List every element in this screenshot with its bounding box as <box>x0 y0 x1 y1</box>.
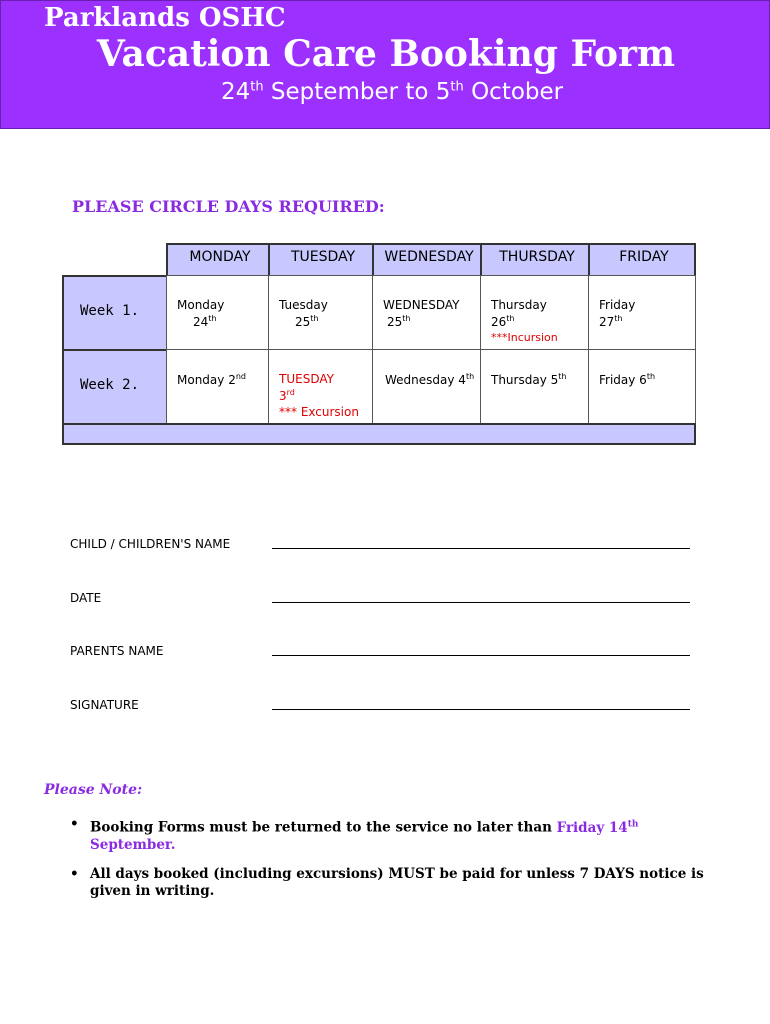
day-cell-week2-thursday[interactable] <box>480 349 590 425</box>
day-date <box>599 314 689 329</box>
note-body: Booking Forms must be returned to the service no later than <box>90 819 557 836</box>
parents-name-field[interactable] <box>272 655 690 656</box>
day-name: Wednesday 4 <box>385 373 466 387</box>
header-monday: MONDAY <box>166 243 270 277</box>
parents-name-label: PARENTS NAME <box>70 644 164 658</box>
circle-days-prompt: PLEASE CIRCLE DAYS REQUIRED: <box>72 197 385 216</box>
header-thursday: THURSDAY <box>480 243 590 277</box>
note-text: All days booked (including excursions) MUST be paid for unless 7 DAYS notice is given in writing. <box>90 866 704 899</box>
day-date <box>279 388 367 403</box>
excursion-note: *** Excursion <box>279 405 359 419</box>
deadline-month: September. <box>90 836 176 853</box>
day-suffix: th <box>465 372 475 381</box>
day-suffix: th <box>208 314 217 323</box>
notes-title: Please Note: <box>44 782 143 798</box>
signature-label: SIGNATURE <box>70 698 139 712</box>
header-wednesday: WEDNESDAY <box>372 243 482 277</box>
day-number: 26 <box>491 315 507 329</box>
day-suffix: nd <box>235 372 246 381</box>
start-day: 24 <box>221 79 251 105</box>
day-cell-week1-monday[interactable] <box>166 275 270 351</box>
day-date <box>383 314 475 329</box>
day-number: 25 <box>387 315 403 329</box>
date-range <box>221 79 563 105</box>
date-label: DATE <box>70 591 102 605</box>
start-day-suffix: th <box>250 79 264 95</box>
form-title: Vacation Care Booking Form <box>96 33 676 75</box>
week-1-label: Week 1. <box>62 275 168 351</box>
bullet-icon: • <box>70 866 79 882</box>
incursion-note: ***Incursion <box>491 331 558 344</box>
day-cell-week1-thursday[interactable] <box>480 275 590 351</box>
day-name: Friday 6 <box>599 373 647 387</box>
day-suffix: th <box>506 314 515 323</box>
day-cell-week1-friday[interactable] <box>588 275 696 351</box>
day-name: TUESDAY <box>279 372 334 386</box>
day-name: Friday <box>599 298 636 312</box>
day-cell-week1-wednesday[interactable] <box>372 275 482 351</box>
child-name-label: CHILD / CHILDREN'S NAME <box>70 537 231 551</box>
day-suffix: rd <box>286 388 295 397</box>
day-number: 27 <box>599 315 615 329</box>
child-name-field[interactable] <box>272 548 690 549</box>
day-cell-week2-tuesday[interactable] <box>268 349 374 425</box>
day-name: Monday 2 <box>177 373 236 387</box>
day-date <box>279 314 367 329</box>
day-suffix: th <box>558 372 567 381</box>
day-cell-week2-monday[interactable] <box>166 349 270 425</box>
day-suffix: th <box>614 314 623 323</box>
day-suffix: th <box>646 372 656 381</box>
note-text <box>90 816 720 854</box>
date-range-middle: September to 5 <box>263 79 451 105</box>
form-header <box>0 0 770 129</box>
day-suffix: th <box>310 314 319 323</box>
header-friday: FRIDAY <box>588 243 696 277</box>
table-footer-bar <box>62 423 696 445</box>
end-day-suffix: th <box>450 79 464 95</box>
day-name: Monday <box>177 298 225 312</box>
day-name: Thursday 5 <box>491 373 559 387</box>
signature-field[interactable] <box>272 709 690 710</box>
day-date <box>491 314 583 329</box>
header-tuesday: TUESDAY <box>268 243 374 277</box>
day-suffix: th <box>402 314 411 323</box>
day-number: 24 <box>193 315 209 329</box>
day-cell-week1-tuesday[interactable] <box>268 275 374 351</box>
day-number: 3 <box>279 389 287 403</box>
day-number: 25 <box>295 315 311 329</box>
day-date <box>177 314 263 329</box>
deadline-day: Friday 14 <box>556 819 628 836</box>
date-field[interactable] <box>272 602 690 603</box>
day-cell-week2-friday[interactable] <box>588 349 696 425</box>
week-2-label: Week 2. <box>62 349 168 425</box>
day-cell-week2-wednesday[interactable] <box>372 349 482 425</box>
deadline-suffix: th <box>627 819 639 829</box>
organization-name: Parklands OSHC <box>44 3 286 33</box>
bullet-icon: • <box>70 816 79 832</box>
day-name: Thursday <box>491 298 547 312</box>
day-name: WEDNESDAY <box>383 298 460 312</box>
end-month: October <box>463 79 564 105</box>
day-name: Tuesday <box>279 298 328 312</box>
